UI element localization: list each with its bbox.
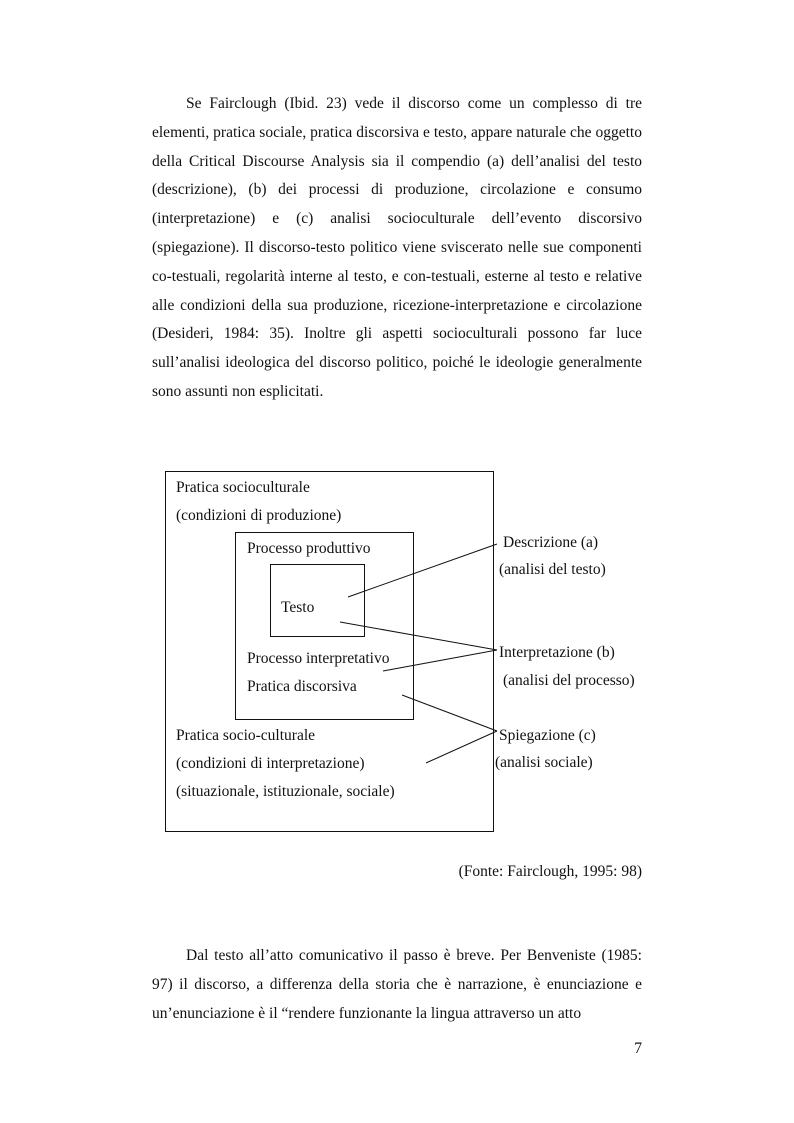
- outer-title: Pratica socioculturale: [176, 479, 310, 496]
- outer-bottom-label-2: (condizioni di interpretazione): [176, 755, 365, 772]
- body-paragraph-1: Se Fairclough (Ibid. 23) vede il discorso come un complesso di tre elementi, pratica sociale, pratica discorsiva e testo, appare naturale che oggetto della Critical Discourse Analysis sia il compendio (a) dell’analisi del testo (descrizione), (b) dei processi di produzione, circolazione e consumo (interpretazione) e (c) analisi socioculturale dell’evento discorsivo (spiegazione). Il discorso-testo politico viene sviscerato nelle sue componenti co-testuali, regolarità interne al testo, e con-testuali, esterne al testo e relative alle condizioni della sua produzione, ricezione-interpretazione e circolazione (Desideri, 1984: 35). Inoltre gli aspetti socioculturali possono far luce sull’analisi ideologica del discorso politico, poiché le ideologie generalmente sono assunti non esplicitati.: [152, 95, 642, 400]
- right-label-explanation: Spiegazione (c): [499, 727, 596, 744]
- middle-bottom-label-1: Processo interpretativo: [247, 650, 390, 667]
- right-sublabel-explanation: (analisi sociale): [495, 754, 593, 771]
- right-label-interpretation: Interpretazione (b): [499, 644, 615, 661]
- right-label-description: Descrizione (a): [503, 534, 599, 551]
- inner-label: Testo: [281, 599, 315, 616]
- middle-bottom-label-2: Pratica discorsiva: [247, 678, 357, 695]
- body-paragraph-2: Dal testo all’atto comunicativo il passo è breve. Per Benveniste (1985: 97) il discorso, a differenza della storia che è narrazione, è enunciazione e un’enunciazione è il “rendere funzionante la lingua attraverso un atto: [152, 947, 642, 1022]
- figure-source: (Fonte: Fairclough, 1995: 98): [458, 863, 642, 880]
- middle-title: Processo produttivo: [247, 540, 371, 557]
- right-sublabel-description: (analisi del testo): [499, 561, 606, 578]
- connector-interpretation-from-text: [340, 622, 497, 650]
- connector-interpretation-from-process: [383, 650, 497, 671]
- outer-bottom-label-1: Pratica socio-culturale: [176, 727, 316, 744]
- page-number: 7: [634, 1040, 642, 1057]
- right-sublabel-interpretation: (analisi del processo): [503, 672, 635, 689]
- outer-subtitle: (condizioni di produzione): [176, 507, 342, 524]
- outer-bottom-label-3: (situazionale, istituzionale, sociale): [176, 783, 395, 800]
- connector-explanation-from-sociocultural: [426, 731, 497, 763]
- connector-explanation-from-discursive: [402, 695, 497, 731]
